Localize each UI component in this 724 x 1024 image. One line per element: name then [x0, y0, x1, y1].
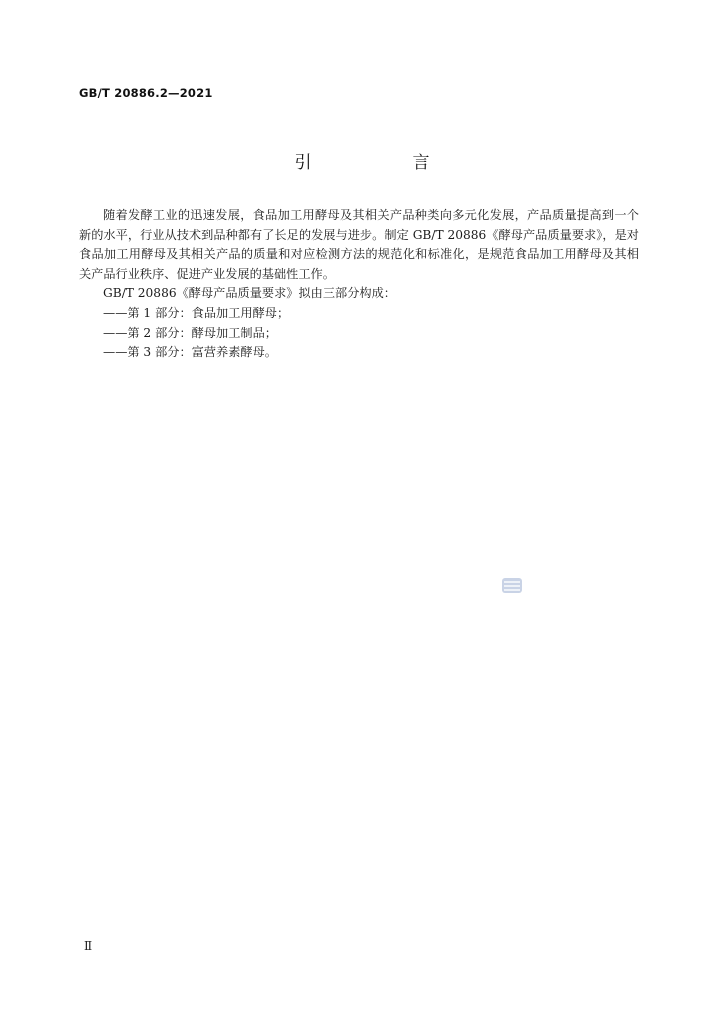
composition-paragraph: GB/T 20886《酵母产品质量要求》拟由三部分构成：: [103, 286, 396, 301]
page-title: 引 言: [294, 153, 472, 173]
document-body: [79, 206, 639, 363]
page-number: Ⅱ: [84, 939, 93, 953]
watermark-logo-icon: [502, 578, 522, 593]
intro-paragraph: 随着发酵工业的迅速发展，食品加工用酵母及其相关产品种类向多元化发展，产品质量提高到一个新的水平，行业从技术到品种都有了长足的发展与进步。制定 GB/T 20886《酵母产品质量要求》，是对食品加工用酵母及其相关产品的质量和对应检测方法的规范化和标准化，是规范食品加工用酵母及其相关产品行业秩序、促进产业发展的基础性工作。: [79, 208, 639, 281]
standard-number: GB/T 20886.2—2021: [79, 86, 213, 100]
part-list-item: ——第 1 部分：食品加工用酵母；: [103, 305, 290, 320]
part-list-item: ——第 2 部分：酵母加工制品；: [103, 325, 277, 340]
part-list-item: ——第 3 部分：富营养素酵母。: [103, 345, 277, 360]
